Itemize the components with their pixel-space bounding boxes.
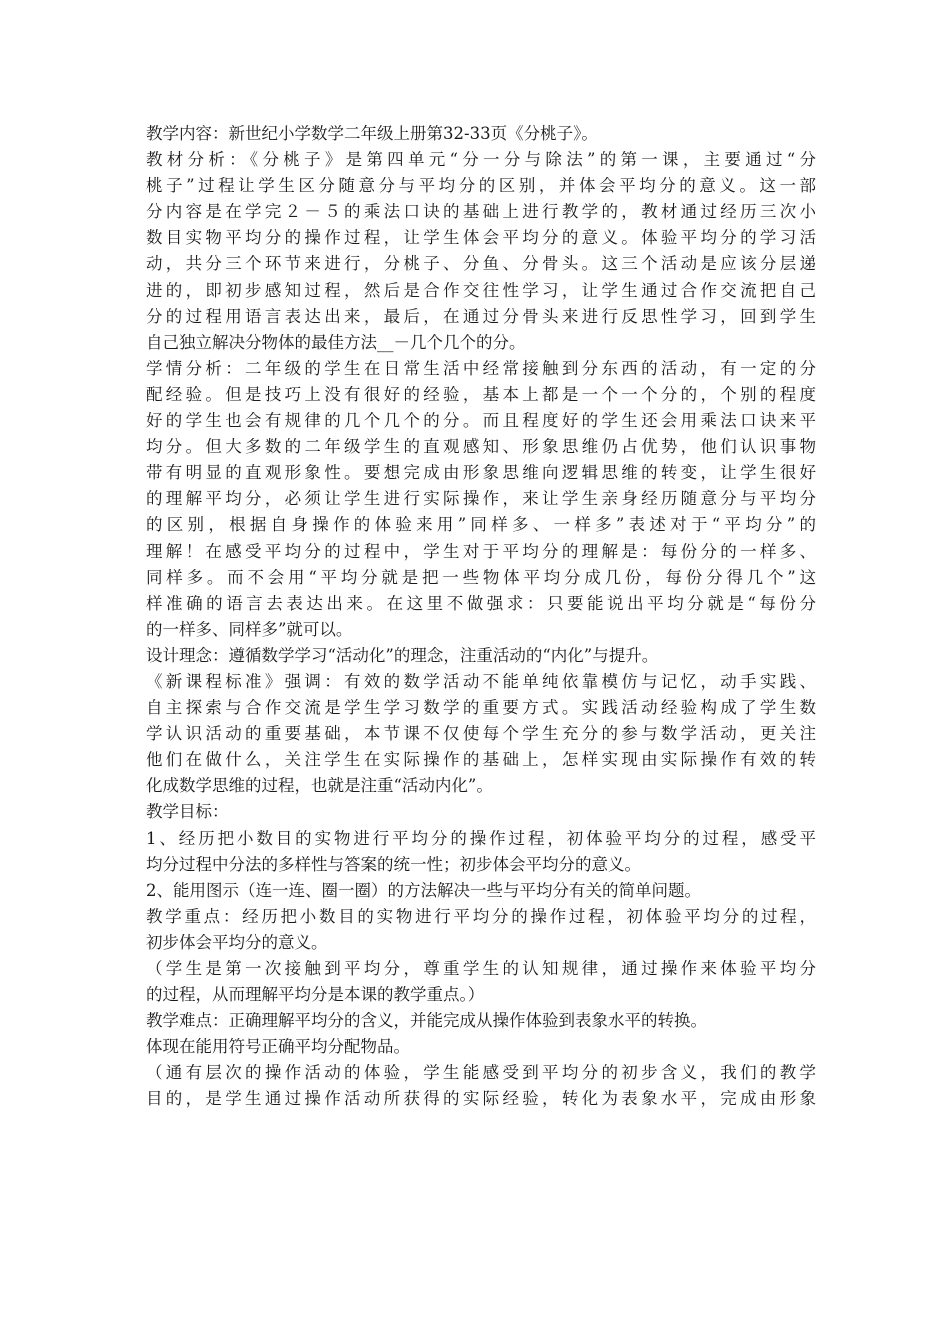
text-line: 的区别，根据自身操作的体验来用”同样多、一样多”表述对于“平均分”的: [146, 515, 816, 535]
text-line: 自己独立解决分物体的最佳方法__－几个几个的分。: [146, 332, 526, 352]
text-line: 动，共分三个环节来进行，分桃子、分鱼、分骨头。这三个活动是应该分层递: [146, 254, 816, 274]
text-line: 学认识活动的重要基础，本节课不仅使每个学生充分的参与数学活动，更关注: [146, 724, 816, 744]
text-line: 的一样多、同样多”就可以。: [146, 619, 353, 639]
text-line: 同样多。而不会用“平均分就是把一些物体平均分成几份，每份分得几个”这: [146, 567, 816, 587]
text-line: 进的，即初步感知过程，然后是合作交往性学习，让学生通过合作交流把自己: [146, 280, 816, 300]
text-line: 配经验。但是技巧上没有很好的经验，基本上都是一个一个分的，个别的程度: [146, 384, 816, 404]
text-line: 分的过程用语言表达出来，最后，在通过分骨头来进行反思性学习，回到学生: [146, 306, 816, 326]
text-line: 均分过程中分法的多样性与答案的统一性；初步体会平均分的意义。: [146, 854, 641, 874]
text-line: 他们在做什么，关注学生在实际操作的基础上，怎样实现由实际操作有效的转: [146, 750, 816, 770]
text-line: 理解！在感受平均分的过程中，学生对于平均分的理解是：每份分的一样多、: [146, 541, 816, 561]
text-line: （学生是第一次接触到平均分，尊重学生的认知规律，通过操作来体验平均分: [146, 959, 816, 978]
text-line: 样准确的语言去表达出来。在这里不做强求：只要能说出平均分就是“每份分: [146, 593, 816, 613]
text-line: 《新课程标准》强调：有效的数学活动不能单纯依靠模仿与记忆，动手实践、: [146, 671, 816, 691]
text-line: 1、经历把小数目的实物进行平均分的操作过程，初体验平均分的过程，感受平: [146, 828, 816, 848]
text-line: 教学目标：: [146, 802, 229, 822]
text-line: 带有明显的直观形象性。要想完成由形象思维向逻辑思维的转变，让学生很好: [146, 463, 816, 483]
text-line: 设计理念：遵循数学学习“活动化”的理念，注重活动的“内化”与提升。: [146, 645, 659, 665]
document-body: [146, 121, 816, 1113]
text-line: 化成数学思维的过程，也就是注重“活动内化”。: [146, 776, 493, 796]
text-line: 初步体会平均分的意义。: [146, 932, 328, 952]
text-line: 的过程，从而理解平均分是本课的教学重点。）: [146, 985, 485, 1005]
text-line: 2、能用图示（连一连、圈一圈）的方法解决一些与平均分有关的简单问题。: [146, 880, 701, 900]
text-line: 学情分析：二年级的学生在日常生活中经常接触到分东西的活动，有一定的分: [146, 358, 816, 378]
text-line: （通有层次的操作活动的体验，学生能感受到平均分的初步含义，我们的教学: [146, 1063, 816, 1083]
text-line: 均分。但大多数的二年级学生的直观感知、形象思维仍占优势，他们认识事物: [146, 437, 816, 457]
text-line: 桃子”过程让学生区分随意分与平均分的区别，并体会平均分的意义。这一部: [146, 176, 816, 196]
text-line: 好的学生也会有规律的几个几个的分。而且程度好的学生还会用乘法口诀来平: [146, 411, 816, 431]
text-line: 体现在能用符号正确平均分配物品。: [146, 1037, 410, 1057]
text-line: 教学内容：新世纪小学数学二年级上册第32-33页《分桃子》。: [146, 124, 598, 143]
text-line: 教材分析：《分桃子》是第四单元“分一分与除法”的第一课，主要通过“分: [146, 150, 816, 170]
text-line: 目的，是学生通过操作活动所获得的实际经验，转化为表象水平，完成由形象: [146, 1089, 816, 1109]
text-line: 教学重点：经历把小数目的实物进行平均分的操作过程，初体验平均分的过程，: [146, 906, 816, 926]
text-line: 分内容是在学完２－５的乘法口诀的基础上进行教学的，教材通过经历三次小: [146, 202, 816, 222]
text-line: 数目实物平均分的操作过程，让学生体会平均分的意义。体验平均分的学习活: [146, 228, 816, 248]
text-line: 教学难点：正确理解平均分的含义，并能完成从操作体验到表象水平的转换。: [146, 1011, 707, 1031]
text-line: 自主探索与合作交流是学生学习数学的重要方式。实践活动经验构成了学生数: [146, 698, 816, 718]
text-line: 的理解平均分，必须让学生进行实际操作，来让学生亲身经历随意分与平均分: [146, 489, 816, 509]
